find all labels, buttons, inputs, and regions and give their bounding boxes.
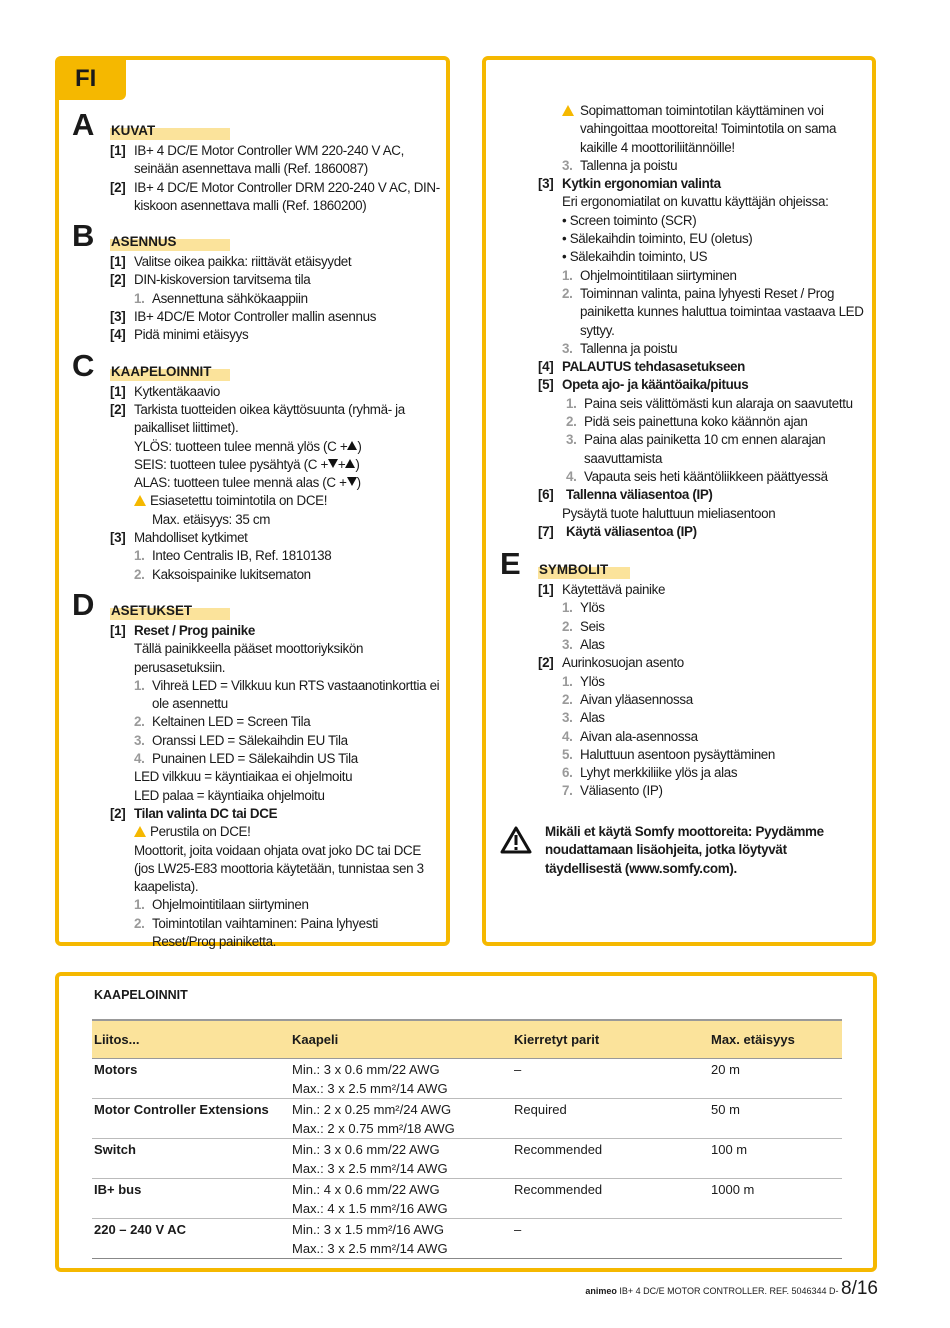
sub-item: 3. Tallenna ja poistu: [562, 340, 678, 356]
arrow-down-icon: [328, 459, 338, 468]
bullet-item: • Sälekaihdin toiminto, EU (oletus): [562, 231, 753, 247]
sub-item: 5. Haluttuun asentoon pysäyttäminen: [562, 746, 776, 762]
sub-item: 2. Toimintotilan vaihtaminen: Paina lyhyesti Reset/Prog painiketta.: [134, 915, 379, 949]
section-letter: B: [72, 218, 95, 254]
list-item: [2] DIN-kiskoversion tarvitsema tila: [110, 272, 311, 288]
list-item: [2] IB+ 4 DC/E Motor Controller DRM 220-240 V AC, DIN-kiskoon asennettava malli (Ref. 1860200): [110, 179, 440, 213]
sub-item: 2. Toiminnan valinta, paina lyhyesti Reset / Prog painiketta kunnes haluttua toimintaa vastaava LED syttyy.: [562, 285, 864, 338]
paragraph: Moottorit, joita voidaan ohjata ovat joko DC tai DCE (jos LW25-E83 moottoria käytetään, tunnistaa sen 3 kaapelista).: [134, 842, 424, 895]
sub-item: 2. Seis: [562, 618, 605, 634]
section-letter: C: [72, 347, 95, 383]
list-item: [2] Tilan valinta DC tai DCE: [110, 805, 278, 821]
list-item: [2] Tarkista tuotteiden oikea käyttösuunta (ryhmä- ja paikalliset liittimet).: [110, 401, 405, 436]
paragraph: Tällä painikkeella pääset moottoriyksikön perusasetuksiin.: [134, 641, 364, 675]
section-letter: D: [72, 586, 95, 622]
list-item: [1] Valitse oikea paikka: riittävät etäisyydet: [110, 254, 352, 270]
paragraph: Eri ergonomiatilat on kuvattu käyttäjän ohjeissa:: [562, 194, 829, 210]
max-distance: Max. etäisyys: 35 cm: [152, 511, 271, 527]
table-row: Switch Min.: 3 x 0.6 mm/22 AWG Max.: 3 x 2.5 mm²/14 AWG Recommended 100 m: [92, 1139, 842, 1179]
list-item: [3] Kytkin ergonomian valinta: [538, 176, 721, 192]
list-item: [1] IB+ 4 DC/E Motor Controller WM 220-240 V AC, seinään asennettava malli (Ref. 1860087): [110, 143, 405, 177]
sub-item: 3. Oranssi LED = Sälekaihdin EU Tila: [134, 732, 348, 748]
sub-item: 7. Väliasento (IP): [562, 783, 663, 799]
list-item: [5] Opeta ajo- ja kääntöaika/pituus: [538, 377, 749, 393]
section-letter: E: [500, 546, 521, 582]
section-title: KUVAT: [111, 123, 156, 138]
list-item: [3] IB+ 4DC/E Motor Controller mallin asennus: [110, 309, 377, 325]
warning-icon: [134, 826, 146, 837]
sub-item: 2. Pidä seis painettuna koko käännön ajan: [566, 414, 808, 430]
bullet-item: • Screen toiminto (SCR): [562, 212, 697, 228]
column-header: Kaapeli: [292, 1032, 339, 1047]
sub-item: 1. Paina seis välittömästi kun alaraja on saavutettu: [566, 395, 853, 411]
table-title: KAAPELOINNIT: [94, 988, 188, 1002]
section-e-header: [500, 546, 868, 582]
warning-icon: [562, 105, 574, 116]
sub-item: 1. Asennettuna sähkökaappiin: [134, 290, 308, 306]
sub-item: 1. Ohjelmointitilaan siirtyminen: [134, 897, 309, 913]
column-header: Max. etäisyys: [711, 1032, 795, 1047]
direction-up: YLÖS: tuotteen tulee mennä ylös (C + ): [134, 438, 362, 454]
table-row: IB+ bus Min.: 4 x 0.6 mm/22 AWG Max.: 4 x 1.5 mm²/16 AWG Recommended 1000 m: [92, 1179, 842, 1219]
sub-item: 2. Aivan yläasennossa: [562, 691, 693, 707]
cabling-table: [92, 1019, 842, 1259]
warning-icon: [134, 495, 146, 506]
list-item: [1] Kytkentäkaavio: [110, 383, 220, 399]
column-header: Kierretyt parit: [514, 1032, 600, 1047]
page-footer: [585, 1278, 878, 1300]
list-item: [4] PALAUTUS tehdasasetukseen: [538, 359, 745, 375]
sub-item: 4. Vapauta seis heti kääntöliikkeen päättyessä: [566, 468, 828, 484]
list-item: [6] Tallenna väliasentoa (IP): [538, 487, 713, 503]
list-item: [4] Pidä minimi etäisyys: [110, 327, 249, 343]
sub-item: 4. Punainen LED = Sälekaihdin US Tila: [134, 751, 358, 767]
section-title: ASETUKSET: [111, 602, 193, 618]
section-c-header: [72, 347, 440, 383]
list-item: [7] Käytä väliasentoa (IP): [538, 523, 697, 539]
language-tab: FI: [57, 58, 126, 100]
arrow-up-icon: [345, 459, 355, 468]
warning-icon: [500, 826, 532, 854]
footer-reference: IB+ 4 DC/E MOTOR CONTROLLER. REF. 5046344 D-: [616, 1286, 842, 1296]
table-row: Motor Controller Extensions Min.: 2 x 0.25 mm²/24 AWG Max.: 2 x 0.75 mm²/18 AWG Required 50 m: [92, 1099, 842, 1139]
left-column: [72, 107, 440, 951]
brand-name: animeo: [585, 1286, 617, 1296]
notice-text: Mikäli et käytä Somfy moottoreita: Pyydämme noudattamaan lisäohjeita, jotka löytyvät täydellisestä (www.somfy.com).: [545, 824, 824, 876]
table-row: 220 – 240 V AC Min.: 3 x 1.5 mm²/16 AWG Max.: 3 x 2.5 mm²/14 AWG –: [92, 1219, 842, 1259]
section-b-header: [72, 218, 440, 254]
arrow-up-icon: [347, 441, 357, 450]
list-item: [2] Aurinkosuojan asento: [538, 655, 684, 671]
column-header: Liitos...: [94, 1032, 140, 1047]
sub-item: 1. Inteo Centralis IB, Ref. 1810138: [134, 548, 332, 564]
section-title: ASENNUS: [111, 234, 177, 250]
page-number: 8/16: [841, 1278, 878, 1299]
warning-note: Sopimattoman toimintotilan käyttäminen voi vahingoittaa moottoreita! Toimintotila on sama kaikille 4 moottoriliitännöille!: [500, 102, 868, 157]
warning-note: Esiasetettu toimintotila on DCE!: [72, 492, 440, 510]
direction-down: ALAS: tuotteen tulee mennä alas (C + ): [134, 475, 361, 491]
section-title: SYMBOLIT: [539, 562, 609, 578]
sub-item: 1. Ylös: [562, 600, 605, 616]
sub-item: 1. Vihreä LED = Vilkkuu kun RTS vastaanotinkorttia ei ole asennettu: [134, 677, 440, 712]
sub-item: 3. Alas: [562, 637, 605, 653]
list-item: [3] Mahdolliset kytkimet: [110, 530, 248, 546]
bullet-item: • Sälekaihdin toiminto, US: [562, 249, 708, 265]
table-header: [92, 1019, 842, 1059]
right-column: [500, 102, 868, 801]
section-d-header: [72, 586, 440, 622]
sub-item: 3. Alas: [562, 710, 605, 726]
sub-item: 1. Ohjelmointitilaan siirtyminen: [562, 267, 737, 283]
sub-item: 4. Aivan ala-asennossa: [562, 728, 698, 744]
list-item: [1] Käytettävä painike: [538, 582, 666, 598]
section-title: KAAPELOINNIT: [111, 363, 212, 379]
section-letter: A: [72, 107, 95, 142]
sub-item: 1. Ylös: [562, 673, 605, 689]
warning-note: Perustila on DCE!: [72, 823, 440, 841]
sub-item: 3. Paina alas painiketta 10 cm ennen alarajan saavuttamista: [566, 432, 826, 466]
direction-stop: SEIS: tuotteen tulee pysähtyä (C + + ): [134, 456, 360, 472]
table-row: Motors Min.: 3 x 0.6 mm/22 AWG Max.: 3 x 2.5 mm²/14 AWG – 20 m: [92, 1059, 842, 1099]
arrow-down-icon: [347, 477, 357, 486]
sub-item: 3. Tallenna ja poistu: [562, 157, 678, 173]
paragraph: Pysäytä tuote haluttuun mieliasentoon: [562, 505, 776, 521]
sub-item: 6. Lyhyt merkkiliike ylös ja alas: [562, 765, 738, 781]
section-a-header: [72, 107, 440, 142]
sub-item: 2. Kaksoispainike lukitsematon: [134, 566, 311, 582]
paragraph: LED palaa = käyntiaika ohjelmoitu: [134, 787, 325, 803]
list-item: [1] Reset / Prog painike: [110, 622, 255, 638]
sub-item: 2. Keltainen LED = Screen Tila: [134, 714, 311, 730]
paragraph: LED vilkkuu = käyntiaikaa ei ohjelmoitu: [134, 769, 353, 785]
